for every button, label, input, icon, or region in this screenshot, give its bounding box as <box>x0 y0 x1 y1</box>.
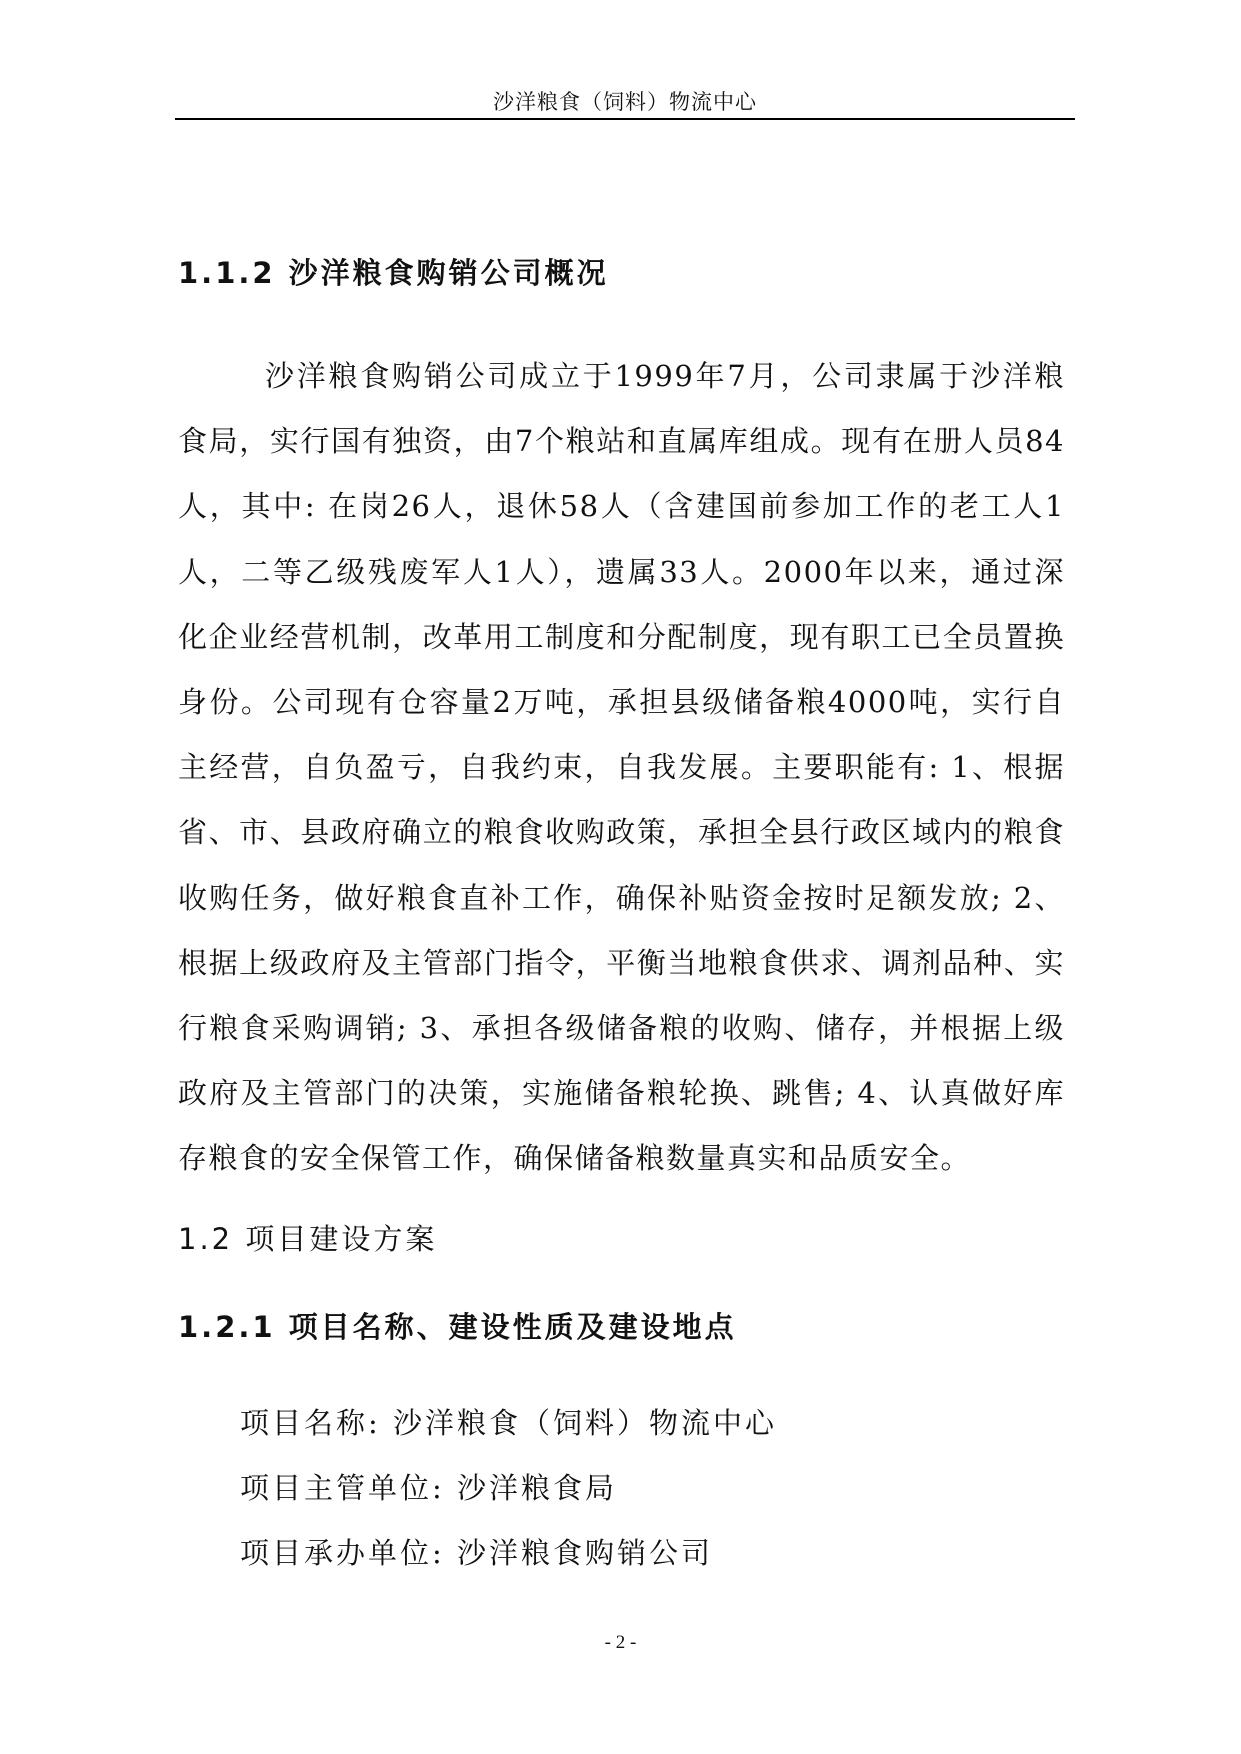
running-header: 沙洋粮食（饲料）物流中心 <box>493 90 757 114</box>
section-heading-1-2: 1.2 项目建设方案 <box>178 1222 438 1256</box>
project-undertaker-line: 项目承办单位: 沙洋粮食购销公司 <box>240 1536 713 1570</box>
page-number: - 2 - <box>604 1632 637 1653</box>
project-name-line: 项目名称: 沙洋粮食（饲料）物流中心 <box>240 1406 777 1440</box>
section-body-paragraph: 沙洋粮食购销公司成立于1999年7月，公司隶属于沙洋粮食局，实行国有独资，由7个粮站和直属库组成。现有在册人员84人，其中: 在岗26人，退休58人（含建国前参加工作的老工人1人，二等乙级残废军人1人），遗属33人。2000年以来，通过深化企业经营机制，改革用工制度和分配制度，现有职工已全员置换身份。公司现有仓容量2万吨，承担县级储备粮4000吨，实行自主经营，自负盈亏，自我约束，自我发展。主要职能有: 1、根据省、市、县政府确立的粮食收购政策，承担全县行政区域内的粮食收购任务，做好粮食直补工作，确保补贴资金按时足额发放; 2、根据上级政府及主管部门指令，平衡当地粮食供求、调剂品种、实行粮食采购调销; 3、承担各级储备粮的收购、储存，并根据上级政府及主管部门的决策，实施储备粮轮换、跳售; 4、认真做好库存粮食的安全保管工作，确保储备粮数量真实和品质安全。 <box>178 359 1065 1176</box>
section-heading-1-1-2: 1.1.2 沙洋粮食购销公司概况 <box>178 256 609 290</box>
project-info-list <box>240 1391 777 1586</box>
project-supervisor-line: 项目主管单位: 沙洋粮食局 <box>240 1471 617 1505</box>
header-rule <box>175 118 1075 120</box>
section-heading-1-2-1: 1.2.1 项目名称、建设性质及建设地点 <box>178 1310 737 1344</box>
